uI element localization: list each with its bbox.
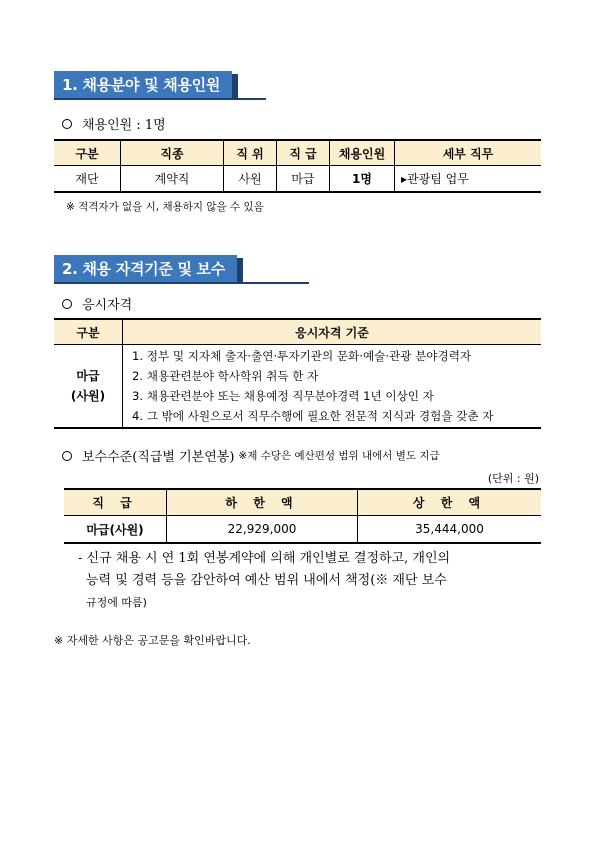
cell-duty: ▸관광팀 업무: [395, 166, 542, 193]
cell-criteria: [123, 345, 542, 429]
circle-bullet-icon: [62, 119, 72, 129]
pay-label: 보수수준(직급별 기본연봉): [82, 450, 235, 465]
section1-header-shadow: [232, 74, 238, 98]
grade-label: 마급: [76, 369, 100, 383]
table-row: [64, 516, 541, 544]
col-grade: 직 급: [277, 140, 330, 166]
col-headcount: 채용인원: [330, 140, 395, 166]
col-duty: 세부 직무: [395, 140, 542, 166]
cell-grade: 마급: [277, 166, 330, 193]
section1-note: ※ 적격자가 없을 시, 채용하지 않을 수 있음: [66, 201, 264, 213]
col-category: 구분: [54, 140, 121, 166]
section2-title: 2. 채용 자격기준 및 보수: [54, 255, 237, 282]
table-row: [54, 345, 541, 429]
col-category: 구분: [54, 319, 123, 345]
headcount-text: 채용인원 : 1명: [82, 118, 166, 133]
qualification-item: [62, 294, 132, 313]
criteria-item: 2. 채용관련분야 학사학위 취득 한 자: [132, 369, 319, 383]
criteria-item: 4. 그 밖에 사원으로서 직무수행에 필요한 전문적 지식과 경험을 갖춘 자: [132, 409, 494, 423]
footer-note: ※ 자세한 사항은 공고문을 확인바랍니다.: [54, 634, 251, 647]
criteria-item: 3. 채용관련분야 또는 채용예정 직무분야경력 1년 이상인 자: [132, 389, 434, 403]
qualification-table: [54, 318, 541, 429]
section2-header-shadow: [237, 258, 243, 282]
table-header-row: [54, 319, 541, 345]
table-row: [54, 166, 541, 193]
section2-underline: [54, 282, 309, 284]
cell-headcount: 1명: [330, 166, 395, 193]
section1-title: 1. 채용분야 및 채용인원: [54, 71, 232, 98]
criteria-item: 1. 정부 및 지자체 출자·출연·투자기관의 문화·예술·관광 분야경력자: [132, 349, 472, 363]
table-header-row: [54, 140, 541, 166]
circle-bullet-icon: [62, 451, 72, 461]
col-position: 직 위: [224, 140, 277, 166]
headcount-item: [62, 114, 166, 133]
col-criteria: 응시자격 기준: [123, 319, 542, 345]
section1-underline: [54, 98, 266, 100]
circle-bullet-icon: [62, 299, 72, 309]
pay-note: ※제 수당은 예산편성 범위 내에서 별도 지급: [238, 450, 440, 462]
col-min: 하 한 액: [167, 489, 358, 516]
section1-header: [54, 71, 238, 98]
section2-header: [54, 255, 243, 282]
table-header-row: [64, 489, 541, 516]
cell-grade: [54, 345, 123, 429]
cell-min: 22,929,000: [167, 516, 358, 544]
cell-job-type: 계약직: [121, 166, 224, 193]
cell-max: 35,444,000: [358, 516, 542, 544]
col-job-type: 직종: [121, 140, 224, 166]
grade-sublabel: (사원): [70, 389, 106, 403]
cell-position: 사원: [224, 166, 277, 193]
cell-category: 재단: [54, 166, 121, 193]
pay-description-line: 규정에 따름): [86, 596, 147, 609]
pay-table: [64, 488, 541, 544]
unit-label: (단위 : 원): [487, 472, 539, 485]
pay-description: [78, 548, 540, 614]
col-grade: 직 급: [64, 489, 167, 516]
recruitment-table: [54, 139, 541, 193]
col-max: 상 한 액: [358, 489, 542, 516]
pay-description-line: 능력 및 경력 등을 감안하여 예산 범위 내에서 책정(※ 재단 보수: [86, 573, 447, 588]
qualification-label: 응시자격: [82, 298, 133, 313]
cell-grade: 마급(사원): [64, 516, 167, 544]
pay-item: [62, 446, 440, 465]
pay-description-line: - 신규 채용 시 연 1회 연봉계약에 의해 개인별로 결정하고, 개인의: [78, 551, 451, 566]
